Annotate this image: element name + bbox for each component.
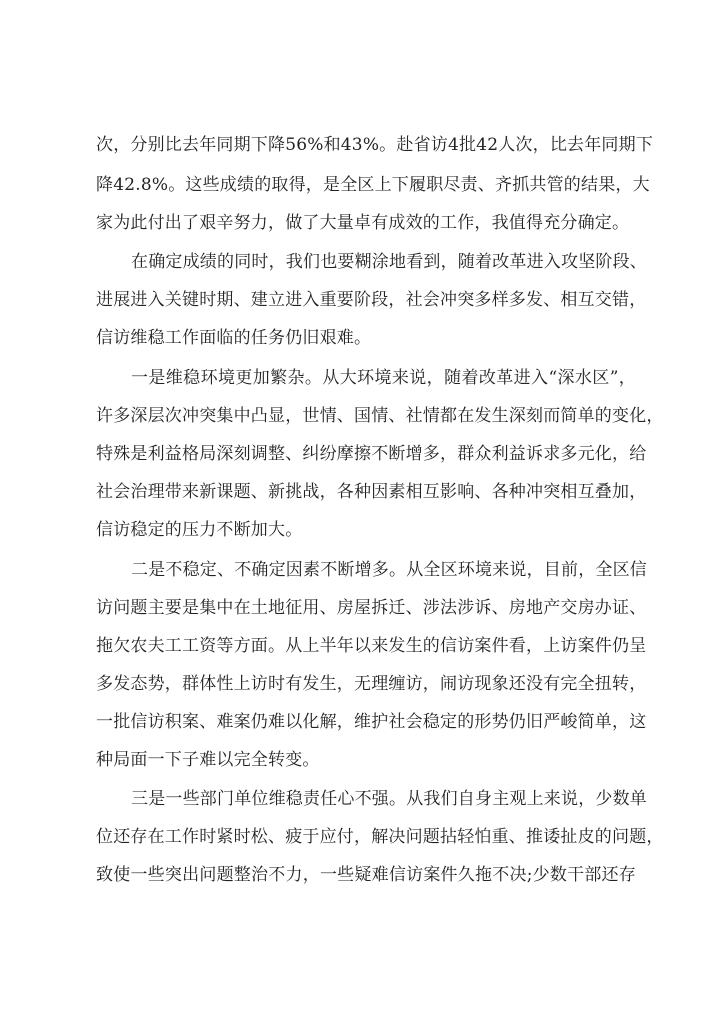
paragraph-5-line-2: 位还存在工作时紧时松、疲于应付，解决问题拈轻怕重、推诿扯皮的问题，: [96, 827, 664, 847]
paragraph-3-line-3: 特殊是利益格局深刻调整、纠纷摩擦不断增多，群众利益诉求多元化，给: [96, 444, 647, 464]
paragraph-1-line-2: 降42.8%。这些成绩的取得，是全区上下履职尽责、齐抓共管的结果，大: [96, 175, 650, 195]
paragraph-4-line-5: 一批信访积案、难案仍难以化解，维护社会稳定的形势仍旧严峻简单，这: [96, 712, 647, 732]
paragraph-2-line-2: 进展进入关键时期、建立进入重要阶段，社会冲突多样多发、相互交错，: [96, 290, 647, 310]
paragraph-5-line-1: 三是一些部门单位维稳责任心不强。从我们自身主观上来说，少数单: [131, 789, 647, 809]
paragraph-2-line-1: 在确定成绩的同时，我们也要糊涂地看到，随着改革进入攻坚阶段、: [131, 252, 647, 272]
paragraph-4-line-4: 多发态势，群体性上访时有发生，无理缠访，闹访现象还没有完全扭转，: [96, 674, 647, 694]
paragraph-3-line-4: 社会治理带来新课题、新挑战，各种因素相互影响、各种冲突相互叠加，: [96, 482, 647, 502]
paragraph-2-line-3: 信访维稳工作面临的任务仍旧艰难。: [96, 328, 372, 348]
paragraph-4-line-6: 种局面一下子难以完全转变。: [96, 750, 320, 770]
paragraph-5-line-3: 致使一些突出问题整治不力，一些疑难信访案件久拖不决;少数干部还存: [96, 865, 636, 885]
paragraph-1-line-1: 次，分别比去年同期下降56%和43%。赴省访4批42人次，比去年同期下: [96, 135, 654, 155]
paragraph-4-line-1: 二是不稳定、不确定因素不断增多。从全区环境来说，目前，全区信: [131, 560, 647, 580]
paragraph-3-line-5: 信访稳定的压力不断加大。: [96, 520, 303, 540]
paragraph-3-line-2: 许多深层次冲突集中凸显，世情、国情、社情都在发生深刻而简单的变化，: [96, 406, 664, 426]
paragraph-4-line-2: 访问题主要是集中在土地征用、房屋拆迁、涉法涉诉、房地产交房办证、: [96, 598, 647, 618]
paragraph-1-line-3: 家为此付出了艰辛努力，做了大量卓有成效的工作，我值得充分确定。: [96, 213, 630, 233]
paragraph-4-line-3: 拖欠农夫工工资等方面。从上半年以来发生的信访案件看，上访案件仍呈: [96, 636, 647, 656]
paragraph-3-line-1: 一是维稳环境更加繁杂。从大环境来说，随着改革进入“深水区”，: [131, 368, 636, 388]
